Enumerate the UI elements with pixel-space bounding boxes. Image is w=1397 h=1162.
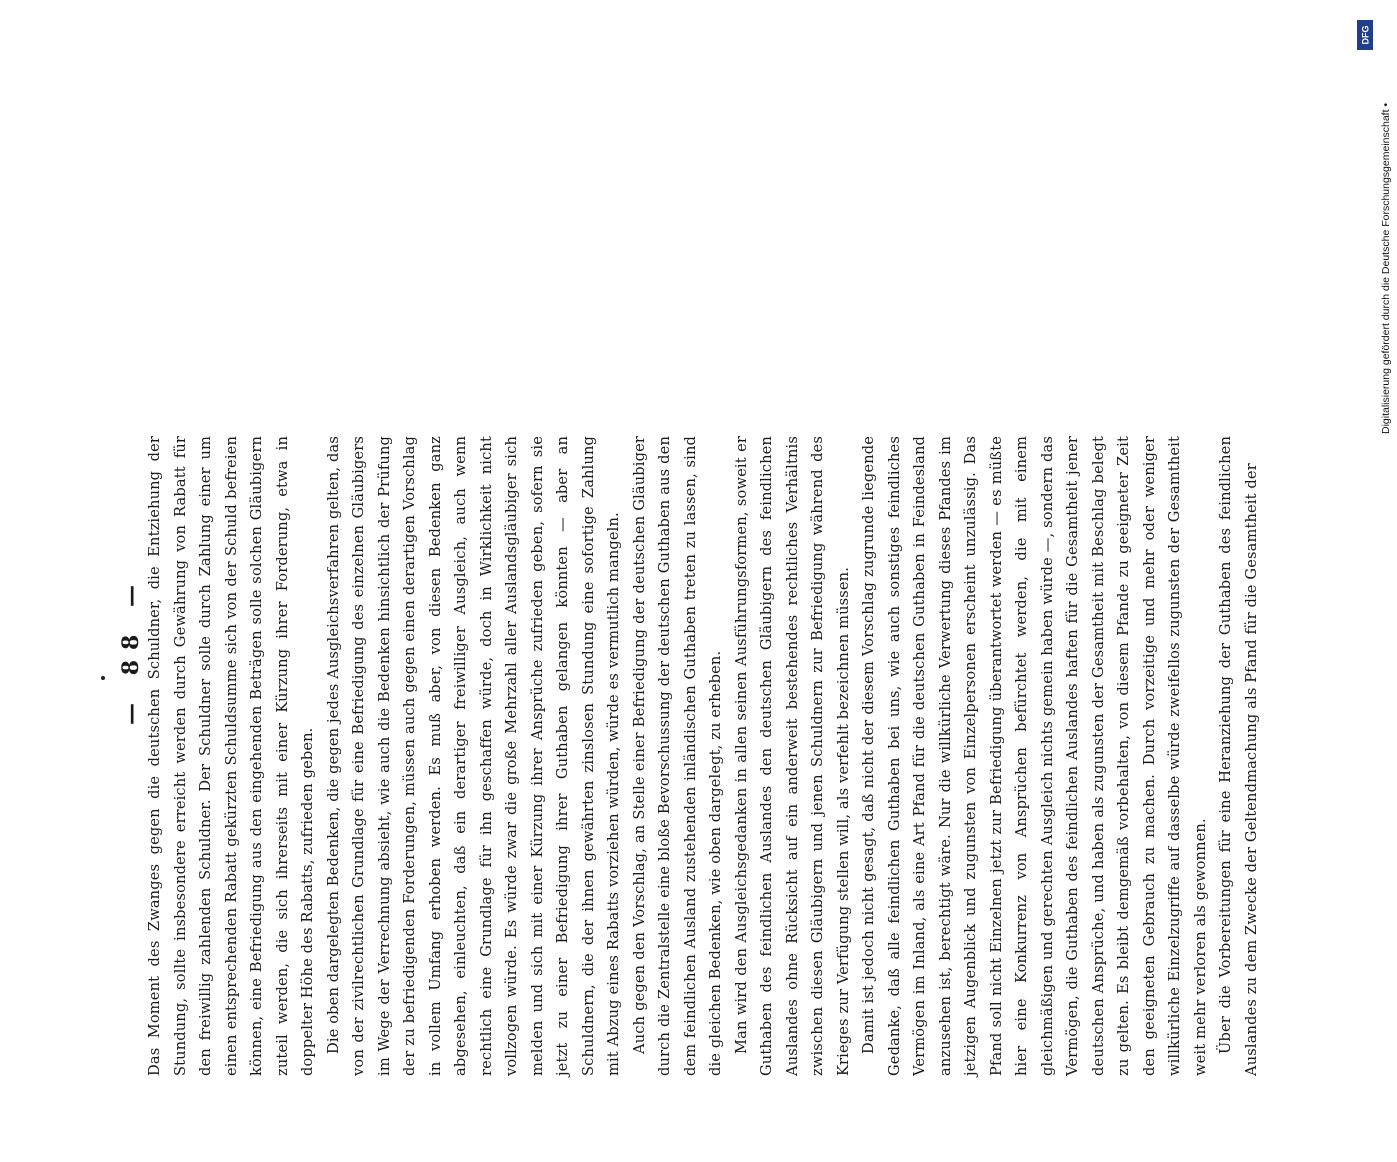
page-content	[100, 138, 1260, 1162]
page-number: — 88 —	[118, 575, 144, 725]
digitization-credit	[1353, 10, 1392, 990]
paragraph: Auch gegen den Vorschlag, an Stelle einer Befriedigung der deutschen Gläubiger durch die Zentralstelle eine bloße Bevorschussung der deutschen Guthaben aus den dem feindlichen Ausland zustehenden inländischen Guthaben treten zu lassen, sind die gleichen Bedenken, wie oben dargelegt, zu erheben.	[630, 436, 724, 1076]
dfg-logo	[1357, 20, 1373, 50]
paragraph: Das Moment des Zwanges gegen die deutschen Schuldner, die Entziehung der Stundung, sollte insbesondere erreicht werden durch Gewährung von Rabatt für den freiwillig zahlenden Schuldner. Der Schuldner solle durch Zahlung einer um einen entsprechenden Rabatt gekürzten Schuldsumme sich von der Schuld befreien können, eine Befriedigung aus den eingehenden Beträgen solle solchen Gläubigern zuteil werden, die sich ihrerseits mit einer Kürzung ihrer Forderung, etwa in doppelter Höhe des Rabatts, zufrieden geben.	[146, 436, 316, 1076]
scanned-page	[100, 138, 1260, 1162]
paragraph: Man wird den Ausgleichsgedanken in allen seinen Ausführungsformen, soweit er Guthaben des feindlichen Auslandes den deutschen Gläubigern des feindlichen Auslandes ohne Rücksicht auf ein anderweit bestehendes rechtliches Verhältnis zwischen diesen Gläubigern und jenen Schuldnern zur Befriedigung während des Krieges zur Verfügung stellen will, als verfehlt bezeichnen müssen.	[732, 436, 852, 1076]
paragraph: Damit ist jedoch nicht gesagt, daß nicht der diesem Vorschlag zugrunde liegende Gedanke, daß alle feindlichen Guthaben bei uns, wie auch sonstiges feindliches Vermögen im Inland, als eine Art Pfand für die deutschen Guthaben in Feindesland anzusehen ist, berechtigt wäre. Nur die willkürliche Verwertung dieses Pfandes im jetzigen Augenblick und zugunsten von Einzelpersonen erscheint unzulässig. Das Pfand soll nicht Einzelnen jetzt zur Befriedigung überantwortet werden — es müßte hier eine Konkurrenz von Ansprüchen befürchtet werden, die mit einem gleichmäßigen und gerechten Ausgleich nichts gemein haben würde —, sondern das Vermögen, die Guthaben des feindlichen Auslandes haften für die Gesamtheit jener deutschen Ansprüche, und haben als zugunsten der Gesamtheit mit Beschlag belegt zu gelten. Es bleibt demgemäß vorbehalten, von diesem Pfande zu geeigneter Zeit den geeigneten Gebrauch zu machen. Durch vorzeitige und mehr oder weniger willkürliche Einzelzugriffe auf dasselbe würde zweifellos zugunsten der Gesamtheit weit mehr verloren als gewonnen.	[860, 436, 1209, 1076]
dfg-logo-text: DFG	[1360, 25, 1370, 45]
paragraph: Über die Vorbereitungen für eine Heranziehung der Guthaben des feindlichen Auslandes zu dem Zwecke der Geltendmachung als Pfand für die Gesamtheit der	[1217, 436, 1260, 1076]
paragraph: Die oben dargelegten Bedenken, die gegen jedes Ausgleichsverfahren gelten, das von der zivilrechtlichen Grundlage für eine Befriedigung des einzelnen Gläubigers im Wege der Verrechnung absieht, wie auch die Bedenken hinsichtlich der Prüfung der zu befriedigenden Forderungen, müssen auch gegen einen derartigen Vorschlag in vollem Umfang erhoben werden. Es muß aber, von diesen Bedenken ganz abgesehen, einleuchten, daß ein derartiger freiwilliger Ausgleich, auch wenn rechtlich eine Grundlage für ihn geschaffen würde, doch in Wirklichkeit nicht vollzogen würde. Es würde zwar die große Mehrzahl aller Auslandsgläubiger sich melden und sich mit einer Kürzung ihrer Ansprüche zufrieden geben, sofern sie jetzt zu einer Befriedigung ihrer Guthaben gelangen könnten — aber an Schuldnern, die der ihnen gewährten zinslosen Stundung eine sofortige Zahlung mit Abzug eines Rabatts vorziehen würden, würde es vermutlich mangeln.	[324, 436, 622, 1076]
credit-text: Digitalisierung gefördert durch die Deutsche Forschungsgemeinschaft •	[1380, 102, 1392, 434]
body-text	[142, 436, 1264, 1076]
scan-speck	[101, 676, 105, 680]
